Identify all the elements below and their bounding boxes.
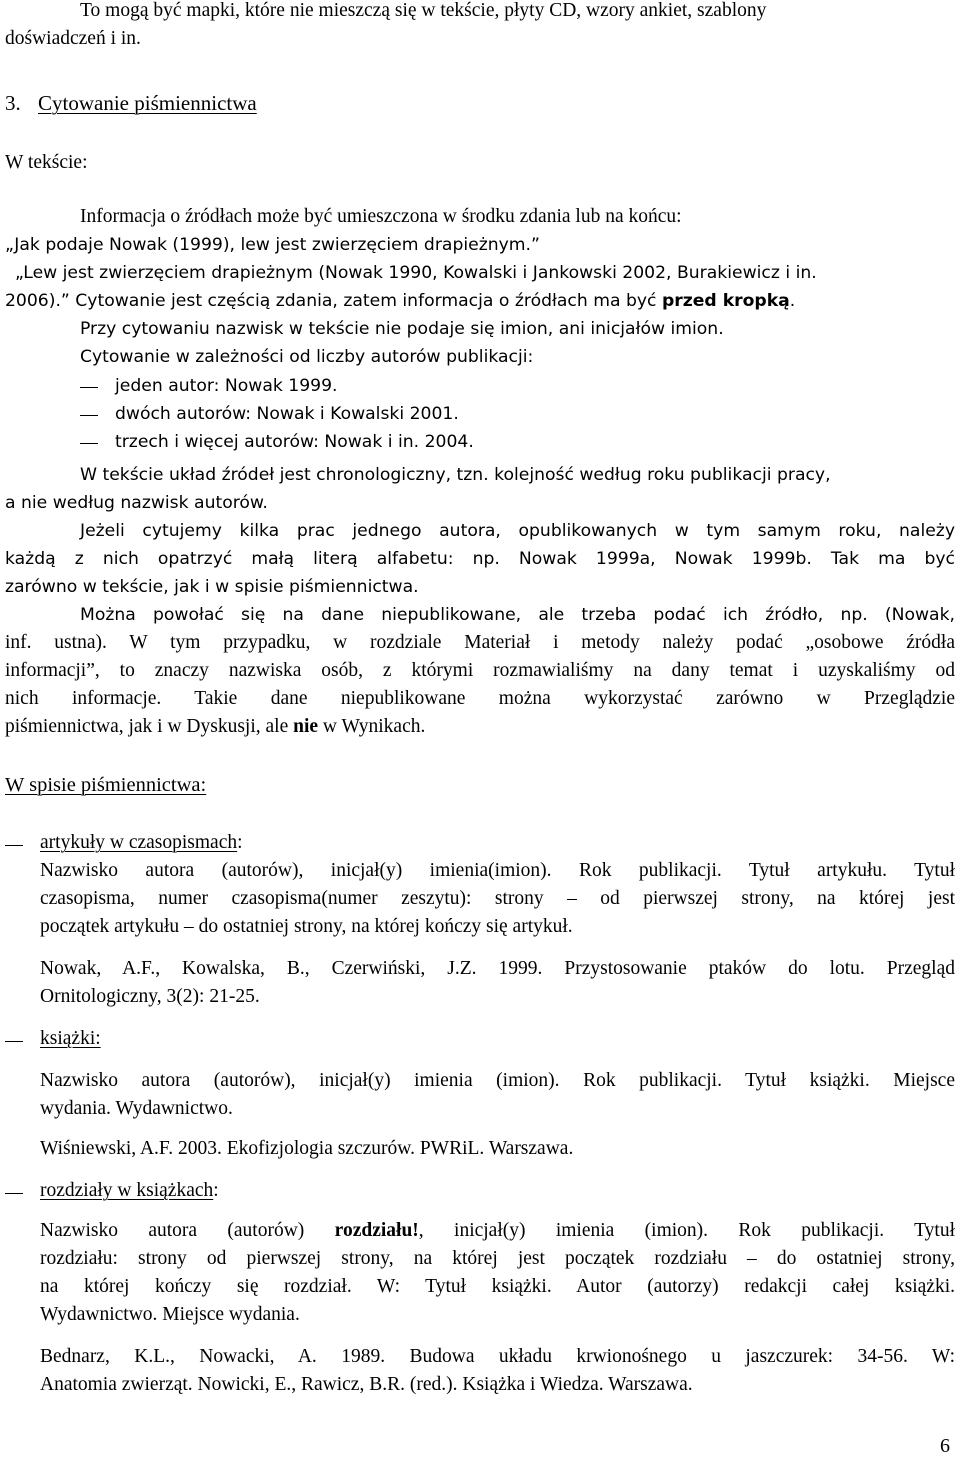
chapters-example-line-2: Anatomia zwierząt. Nowicki, E., Rawicz, B.R. (red.). Książka i Wiedza. Warszawa. xyxy=(40,1374,693,1395)
in-text-paragraph-3: Przy cytowaniu nazwisk w tekście nie podaje się imion, ani inicjałów imion. xyxy=(80,319,724,339)
articles-example-line-2: Ornitologiczny, 3(2): 21-25. xyxy=(40,986,260,1007)
emphasis-chapter: rozdziału! xyxy=(334,1220,419,1241)
bibliography-heading: W spisie piśmiennictwa: xyxy=(5,774,207,796)
bullet-dash xyxy=(5,1041,23,1042)
section-number: 3. xyxy=(5,91,21,115)
books-example-line-1: Wiśniewski, A.F. 2003. Ekofizjologia szczurów. PWRiL. Warszawa. xyxy=(40,1138,574,1159)
in-text-paragraph-7-line-2: inf. ustna). W tym przypadku, w rozdziale Materiał i metody należy podać „osobowe źródła xyxy=(5,632,955,653)
in-text-paragraph-1: Informacja o źródłach może być umieszczona w środku zdania lub na końcu: xyxy=(80,206,682,227)
chapters-label: rozdziały w książkach: xyxy=(40,1180,219,1201)
intro-line-2: doświadczeń i in. xyxy=(5,28,141,49)
books-label: książki: xyxy=(40,1028,101,1049)
section-title: Cytowanie piśmiennictwa xyxy=(38,91,257,115)
in-text-example-2: „Lew jest zwierzęciem drapieżnym (Nowak 1990, Kowalski i Jankowski 2002, Burakiewicz i in. xyxy=(15,263,817,283)
articles-format-line-2: czasopisma, numer czasopisma(numer zeszytu): strony – od pierwszej strony, na której jest xyxy=(40,888,955,909)
in-text-paragraph-6-line-3: zarówno w tekście, jak i w spisie piśmiennictwa. xyxy=(5,577,419,597)
emphasis-not: nie xyxy=(293,716,319,737)
chapters-format-line-3: na której kończy się rozdział. W: Tytuł książki. Autor (autorzy) redakcji całej książki. xyxy=(40,1276,955,1297)
bullet-item-3: trzech i więcej autorów: Nowak i in. 2004. xyxy=(115,432,474,452)
bullet-item-1: jeden autor: Nowak 1999. xyxy=(115,376,338,396)
intro-line-1: To mogą być mapki, które nie mieszczą się w tekście, płyty CD, wzory ankiet, szablony xyxy=(80,0,767,21)
in-text-paragraph-5-cont: a nie według nazwisk autorów. xyxy=(5,493,268,513)
in-text-paragraph-7-line-4: nich informacje. Takie dane niepublikowane można wykorzystać zarówno w Przeglądzie xyxy=(5,688,955,709)
in-text-paragraph-7-line-3: informacji”, to znaczy nazwiska osób, z którymi rozmawialiśmy na dany temat i uzyskaliśmy od xyxy=(5,660,955,681)
bullet-dash xyxy=(80,387,98,388)
in-text-paragraph-7-line-1: Można powołać się na dane niepublikowane, ale trzeba podać ich źródło, np. (Nowak, xyxy=(80,605,955,625)
articles-example-line-1: Nowak, A.F., Kowalska, B., Czerwiński, J.Z. 1999. Przystosowanie ptaków do lotu. Przegląd xyxy=(40,958,955,979)
bullet-dash xyxy=(80,443,98,444)
chapters-example-line-1: Bednarz, K.L., Nowacki, A. 1989. Budowa układu krwionośnego u jaszczurek: 34-56. W: xyxy=(40,1346,955,1367)
emphasis-before-period: przed kropką xyxy=(661,291,790,311)
bullet-dash xyxy=(5,1193,23,1194)
chapters-format-line-2: rozdziału: strony od pierwszej strony, na której jest początek rozdziału – do ostatniej strony, xyxy=(40,1248,955,1269)
chapters-format-line-4: Wydawnictwo. Miejsce wydania. xyxy=(40,1304,300,1325)
in-text-paragraph-6-line-1: Jeżeli cytujemy kilka prac jednego autora, opublikowanych w tym samym roku, należy xyxy=(80,521,955,541)
in-text-paragraph-6-line-2: każdą z nich opatrzyć małą literą alfabetu: np. Nowak 1999a, Nowak 1999b. Tak ma być xyxy=(5,549,955,569)
bullet-dash xyxy=(80,415,98,416)
in-text-heading: W tekście: xyxy=(5,152,88,173)
in-text-paragraph-5: W tekście układ źródeł jest chronologiczny, tzn. kolejność według roku publikacji pracy, xyxy=(80,465,831,485)
page-number: 6 xyxy=(940,1435,950,1457)
books-format-line-1: Nazwisko autora (autorów), inicjał(y) imienia (imion). Rok publikacji. Tytuł książki. Miejsce xyxy=(40,1070,955,1091)
in-text-example-1: „Jak podaje Nowak (1999), lew jest zwierzęciem drapieżnym.” xyxy=(5,235,540,255)
books-format-line-2: wydania. Wydawnictwo. xyxy=(40,1098,233,1119)
section-heading xyxy=(5,90,257,116)
bullet-dash xyxy=(5,845,23,846)
bullet-item-2: dwóch autorów: Nowak i Kowalski 2001. xyxy=(115,404,459,424)
articles-format-line-3: początek artykułu – do ostatniej strony, na której kończy się artykuł. xyxy=(40,916,573,937)
articles-label: artykuły w czasopismach: xyxy=(40,832,243,853)
in-text-paragraph-4: Cytowanie w zależności od liczby autorów publikacji: xyxy=(80,347,534,367)
chapters-format-line-1: Nazwisko autora (autorów) rozdziału!, inicjał(y) imienia (imion). Rok publikacji. Tytuł xyxy=(40,1220,955,1241)
in-text-paragraph-2: 2006).” Cytowanie jest częścią zdania, zatem informacja o źródłach ma być przed kropką. xyxy=(5,291,796,311)
in-text-paragraph-7-line-5: piśmiennictwa, jak i w Dyskusji, ale nie w Wynikach. xyxy=(5,716,426,737)
articles-format-line-1: Nazwisko autora (autorów), inicjał(y) imienia(imion). Rok publikacji. Tytuł artykułu. Tytuł xyxy=(40,860,955,881)
